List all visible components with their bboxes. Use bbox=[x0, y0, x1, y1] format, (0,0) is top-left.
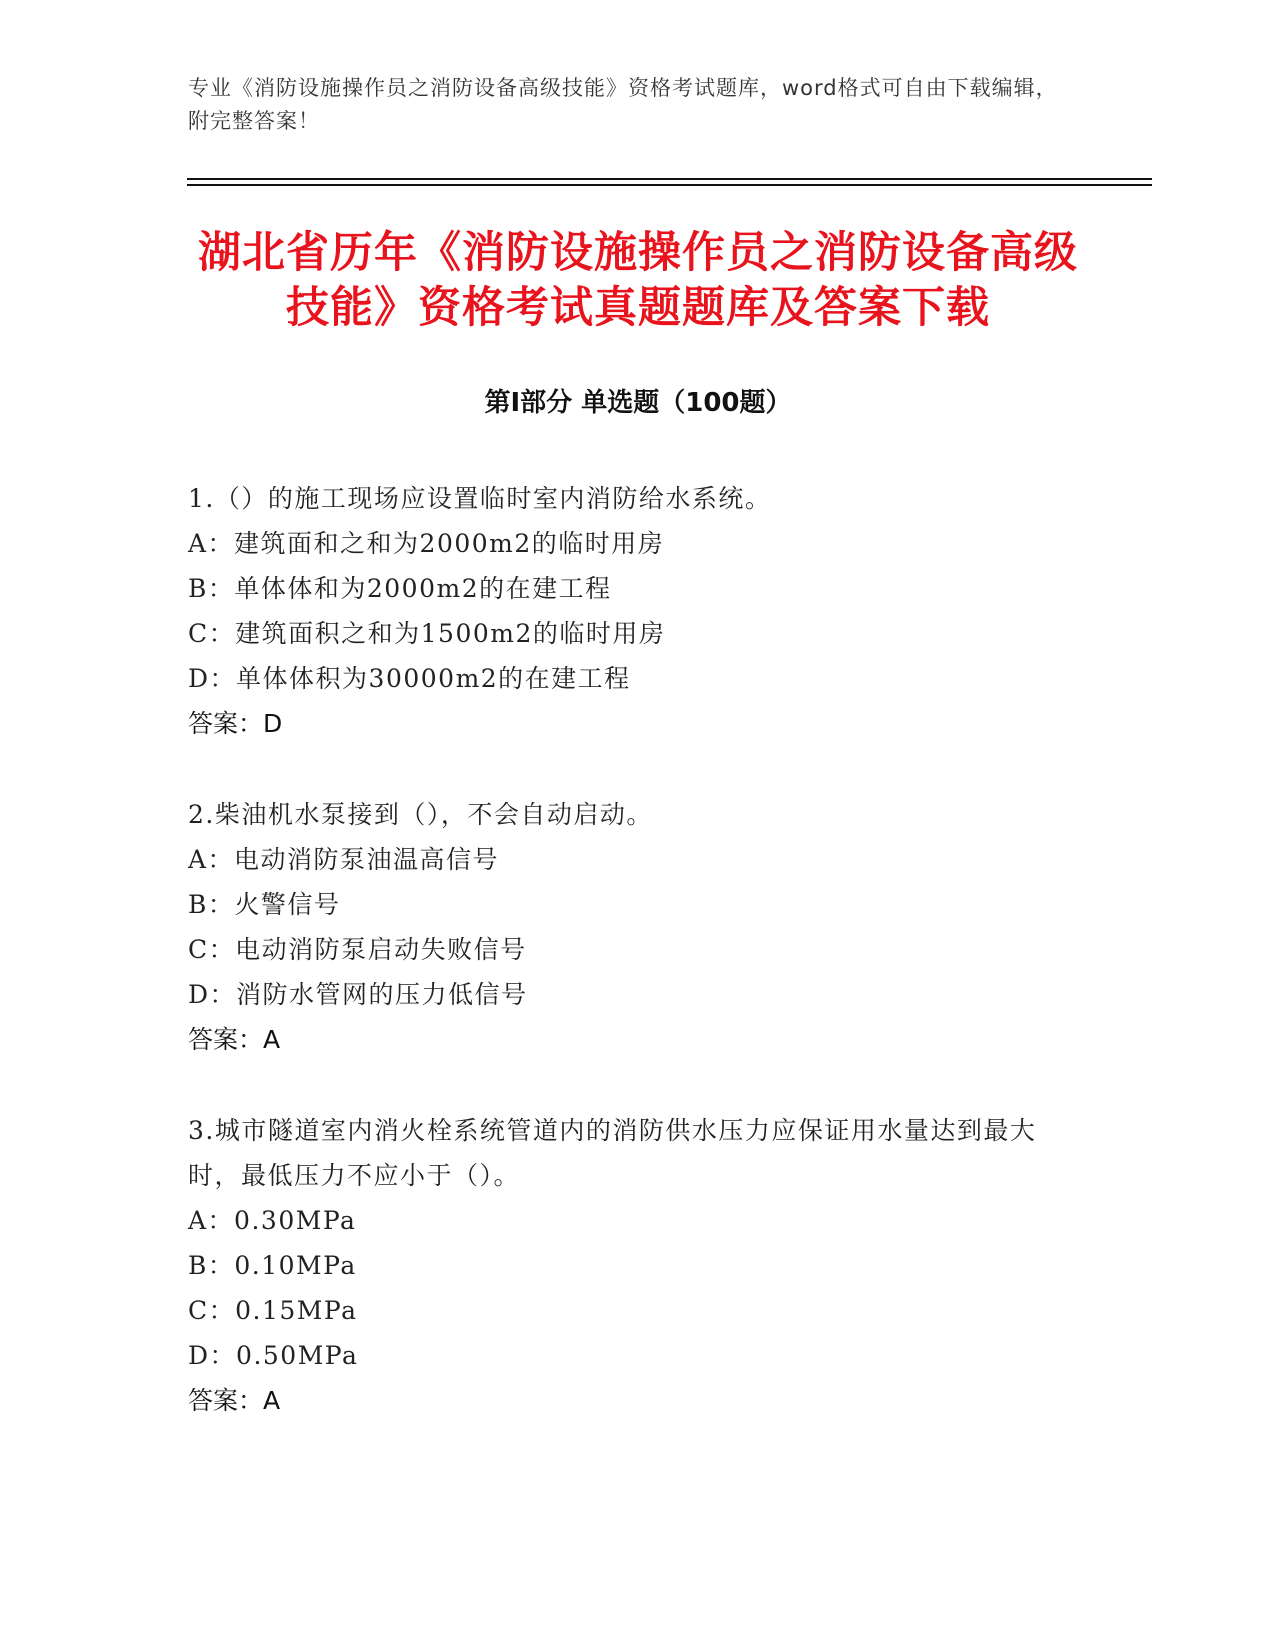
option-b: B：火警信号 bbox=[188, 890, 341, 919]
option-a: A：0.30MPa bbox=[188, 1206, 357, 1235]
header-divider-second bbox=[187, 184, 1152, 186]
question-list bbox=[188, 476, 1088, 1469]
option-d: D：单体体积为30000m2的在建工程 bbox=[188, 664, 631, 693]
option-d: D：消防水管网的压力低信号 bbox=[188, 980, 528, 1009]
option-c: C：电动消防泵启动失败信号 bbox=[188, 935, 527, 964]
option-b: B：单体体和为2000m2的在建工程 bbox=[188, 574, 612, 603]
question-1 bbox=[188, 476, 1088, 746]
header-note: 专业《消防设施操作员之消防设备高级技能》资格考试题库，word格式可自由下载编辑，附完整答案！ bbox=[188, 76, 1058, 133]
answer: 答案：A bbox=[188, 1386, 281, 1415]
option-a: A：电动消防泵油温高信号 bbox=[188, 845, 500, 874]
option-d: D：0.50MPa bbox=[188, 1341, 359, 1370]
question-2 bbox=[188, 792, 1088, 1062]
question-stem: 3.城市隧道室内消火栓系统管道内的消防供水压力应保证用水量达到最大时，最低压力不应小于（）。 bbox=[188, 1116, 1037, 1190]
answer: 答案：D bbox=[188, 709, 283, 738]
option-a: A：建筑面和之和为2000m2的临时用房 bbox=[188, 529, 665, 558]
document-title: 湖北省历年《消防设施操作员之消防设备高级技能》资格考试真题题库及答案下载 bbox=[198, 228, 1078, 333]
header-divider bbox=[187, 178, 1152, 180]
section-heading: 第Ⅰ部分 单选题（100题） bbox=[484, 388, 792, 418]
question-stem: 1.（）的施工现场应设置临时室内消防给水系统。 bbox=[188, 484, 772, 513]
option-b: B：0.10MPa bbox=[188, 1251, 357, 1280]
option-c: C：建筑面积之和为1500m2的临时用房 bbox=[188, 619, 666, 648]
option-c: C：0.15MPa bbox=[188, 1296, 358, 1325]
question-3 bbox=[188, 1108, 1088, 1423]
question-stem: 2.柴油机水泵接到（），不会自动启动。 bbox=[188, 800, 653, 829]
answer: 答案：A bbox=[188, 1025, 281, 1054]
